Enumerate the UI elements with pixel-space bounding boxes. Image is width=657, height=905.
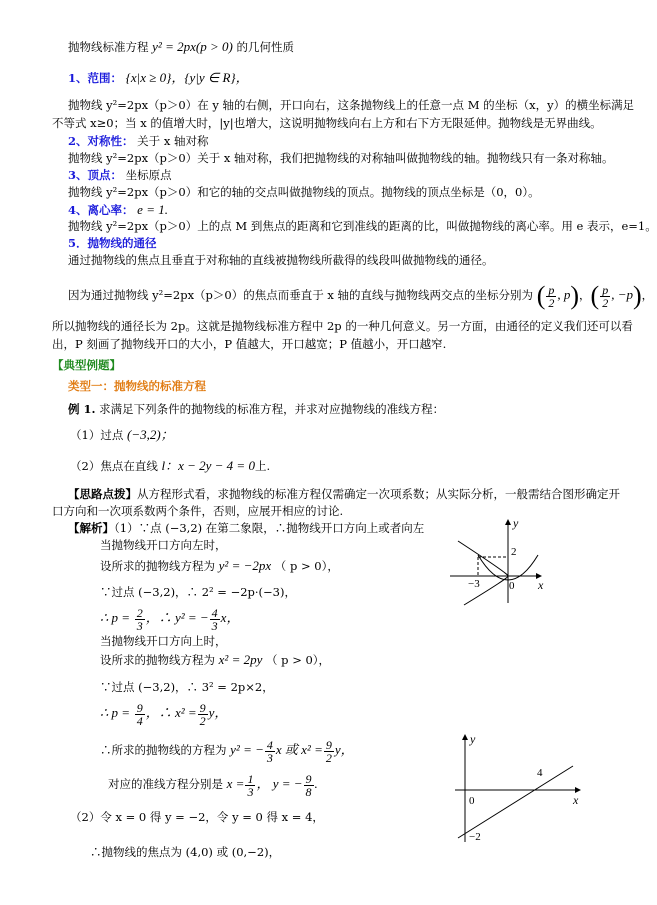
ecc-heading	[68, 202, 168, 218]
sol-l5a: ∴ p =	[100, 610, 131, 625]
sol-l10m: y² = −	[230, 742, 264, 757]
ecc-text: 抛物线 y²=2px（p＞0）上的点 M 到焦点的距离和它到准线的距离的比，叫做抛物线的离心率。用 e 表示，e=1。	[68, 219, 657, 233]
chord-heading	[68, 236, 157, 251]
frac-four-thirds	[210, 607, 220, 632]
sol-l5e: x，	[220, 610, 240, 625]
fig1-tick-x: −3	[468, 578, 480, 590]
sol-l10a: ∴所求的抛物线的方程为	[100, 743, 227, 757]
coord-sep-2: ，	[641, 288, 654, 302]
frac-den: 8	[305, 784, 312, 799]
paren-close-2: )	[633, 281, 642, 310]
hint-line-1	[68, 487, 620, 502]
hint-text-1: 从方程形式看，求抛物线的标准方程仅需确定一次项系数；从实际分析，一般需结合图形确定开	[137, 487, 620, 501]
hint-line-2: 口方向和一次项系数两个条件，否则，应展开相应的讨论.	[52, 504, 344, 518]
symmetry-text: 抛物线 y²=2px（p＞0）关于 x 轴对称，我们把抛物线的对称轴叫做抛物线的轴。抛物线只有一条对称轴。	[68, 151, 614, 165]
sol-l7a: 设所求的抛物线方程为	[100, 653, 215, 667]
sol-l11a: 对应的准线方程分别是	[108, 777, 223, 791]
sol-l5c: ，∴ y² = −	[145, 610, 209, 625]
range-text-2: 不等式 x≥0；当 x 的值增大时，|y|也增大，这说明抛物线向右上方和右下方无限延伸。抛物线是无界曲线。	[52, 116, 602, 130]
symmetry-label: 2、对称性：	[68, 134, 134, 148]
solution-label: 【解析】	[68, 521, 114, 535]
q2-math: l：x − 2y − 4 = 0	[161, 458, 255, 473]
frac-num: 2	[136, 605, 143, 620]
frac-two-thirds	[135, 607, 145, 632]
paren-open-2: (	[590, 281, 600, 310]
frac-num: 1	[247, 771, 254, 786]
frac-den: 2	[548, 295, 555, 310]
fig2-y-label: y	[470, 732, 476, 746]
frac-den: 3	[266, 750, 273, 765]
sol-l7b: （ p > 0），	[266, 653, 331, 667]
paren-open-1: (	[536, 281, 546, 310]
sol-l12: （2）令 x = 0 得 y = −2，令 y = 0 得 x = 4，	[70, 810, 324, 824]
range-label: 1、范围：	[68, 71, 123, 85]
frac-num: 4	[211, 605, 218, 620]
title-suffix: 的几何性质	[236, 40, 294, 54]
sol-l9e: y，	[208, 705, 228, 720]
frac-nine-fourths	[135, 702, 145, 727]
fig2-origin: 0	[469, 795, 475, 807]
frac-num: 9	[199, 700, 206, 715]
fig2-tick-x: 4	[537, 767, 543, 779]
range-text-1: 抛物线 y²=2px（p＞0）在 y 轴的右侧，开口向右，这条抛物线上的任意一点 M 的坐标（x，y）的横坐标满足	[68, 98, 635, 112]
chord-text-4: 出，P 刻画了抛物线开口的大小，P 值越大，开口越宽；P 值越小，开口越窄.	[52, 337, 447, 351]
fig1-x-label: x	[538, 578, 544, 592]
sol-l7	[100, 652, 330, 668]
chord-text-2: 因为通过抛物线 y²=2px（p＞0）的焦点而垂直于 x 轴的直线与抛物线两交点的坐标分别为	[68, 288, 534, 302]
sol-l11c: ， y = −	[256, 776, 303, 791]
fig2-tick-y: −2	[469, 831, 481, 843]
sol-l10e: y，	[334, 742, 354, 757]
frac-nine-eighths	[304, 773, 314, 798]
ecc-label: 4、离心率：	[68, 203, 134, 217]
sol-l9a: ∴ p =	[100, 705, 131, 720]
frac-num: p	[548, 282, 555, 297]
frac-den: 2	[325, 750, 332, 765]
frac-nine-halves	[198, 702, 208, 727]
type1-title: 类型一：抛物线的标准方程	[68, 379, 206, 393]
fig2-line	[458, 766, 573, 838]
hint-label: 【思路点拨】	[68, 487, 137, 501]
sol-l11e: .	[314, 776, 318, 791]
q1-math: (−3,2)；	[126, 427, 174, 442]
paren-close-1: )	[570, 281, 580, 310]
frac-one-third	[245, 773, 255, 798]
example1-label: 例 1.	[68, 402, 96, 416]
sol-l8: ∵过点 (−3,2)，∴ 3² = 2p×2，	[100, 680, 274, 694]
sol-l13: ∴抛物线的焦点为 (4,0) 或 (0,−2)，	[90, 845, 281, 859]
sol-l2: 当抛物线开口方向左时，	[100, 538, 227, 552]
sol-l10	[100, 735, 354, 765]
frac-num: p	[602, 282, 609, 297]
fig2-y-arrow-icon	[462, 734, 468, 740]
frac-p-over-2-a	[546, 284, 556, 309]
q1-text: （1）过点	[70, 428, 124, 442]
chord-label: 5．抛物线的通径	[68, 236, 157, 250]
example1-text: 求满足下列条件的抛物线的标准方程，并求对应抛物线的准线方程：	[99, 402, 445, 416]
coord-1-mid: , p	[557, 287, 571, 302]
example1-q1	[70, 427, 174, 443]
example1-q2	[70, 458, 270, 474]
vertex-text: 抛物线 y²=2px（p＞0）和它的轴的交点叫做抛物线的顶点。抛物线的顶点坐标是（0，0）。	[68, 185, 540, 199]
sol-l1	[68, 521, 424, 536]
sol-l3m: y² = −2px	[218, 558, 272, 573]
fig1-tick-y: 2	[511, 546, 517, 558]
sol-l10c: x 或 x² =	[275, 742, 323, 757]
fig1-parabola-left	[458, 541, 508, 605]
coord-sep: ，	[579, 288, 591, 302]
title-equation: y² = 2px(p > 0)	[152, 39, 233, 54]
vertex-title: 坐标原点	[125, 168, 172, 182]
fig1-y-arrow-icon	[505, 519, 511, 525]
frac-den: 3	[211, 618, 218, 633]
frac-num: 4	[266, 737, 273, 752]
symmetry-title: 关于 x 轴对称	[137, 134, 209, 148]
chord-text-3: 所以抛物线的通径长为 2p。这就是抛物线标准方程中 2p 的一种几何意义。另一方面，由通径的定义我们还可以看	[52, 319, 633, 333]
frac-den: 2	[602, 295, 609, 310]
fig1-y-label: y	[513, 516, 519, 530]
range-heading	[68, 70, 249, 86]
frac-den: 3	[136, 618, 143, 633]
figure-line	[455, 730, 585, 845]
sol-l9	[100, 698, 227, 728]
frac-den: 3	[247, 784, 254, 799]
symmetry-heading	[68, 134, 208, 149]
frac-num: 9	[136, 700, 143, 715]
sol-l3b: （ p > 0），	[274, 559, 339, 573]
sol-l1-text: （1）∵点 (−3,2) 在第二象限，∴抛物线开口方向上或者向左	[114, 521, 425, 535]
range-math: {x|x ≥ 0}，{y|y ∈ R}，	[125, 70, 249, 85]
q2-text: （2）焦点在直线	[70, 459, 158, 473]
figure-parabolas	[450, 515, 560, 605]
fig2-x-label: x	[573, 793, 579, 807]
vertex-heading	[68, 168, 172, 183]
sol-l11m: x =	[226, 776, 245, 791]
page-title	[68, 39, 294, 55]
chord-text-1: 通过抛物线的焦点且垂直于对称轴的直线被抛物线所截得的线段叫做抛物线的通径。	[68, 253, 494, 267]
frac-num: 9	[325, 737, 332, 752]
sol-l6: 当抛物线开口方向上时，	[100, 634, 227, 648]
examples-title: 【典型例题】	[52, 358, 121, 372]
sol-l5	[100, 603, 239, 633]
sol-l3a: 设所求的抛物线方程为	[100, 559, 215, 573]
title-prefix: 抛物线标准方程	[68, 40, 149, 54]
chord-text-2-line	[68, 280, 653, 310]
ecc-math: e = 1.	[137, 202, 168, 217]
frac-den: 2	[199, 713, 206, 728]
frac-nine-halves-b	[324, 739, 334, 764]
sol-l11	[108, 769, 318, 799]
q2-end: 上.	[254, 459, 271, 473]
sol-l4: ∵过点 (−3,2)，∴ 2² = −2p·(−3)，	[100, 585, 296, 599]
frac-num: 9	[305, 771, 312, 786]
vertex-label: 3、顶点：	[68, 168, 123, 182]
frac-p-over-2-b	[600, 284, 610, 309]
frac-den: 4	[136, 713, 143, 728]
fig1-origin: 0	[509, 580, 515, 592]
coord-2-mid: , −p	[611, 287, 633, 302]
sol-l7m: x² = 2py	[218, 652, 263, 667]
frac-four-thirds-b	[265, 739, 275, 764]
example1	[68, 402, 444, 417]
sol-l3	[100, 558, 339, 574]
sol-l9c: ，∴ x² =	[145, 705, 197, 720]
